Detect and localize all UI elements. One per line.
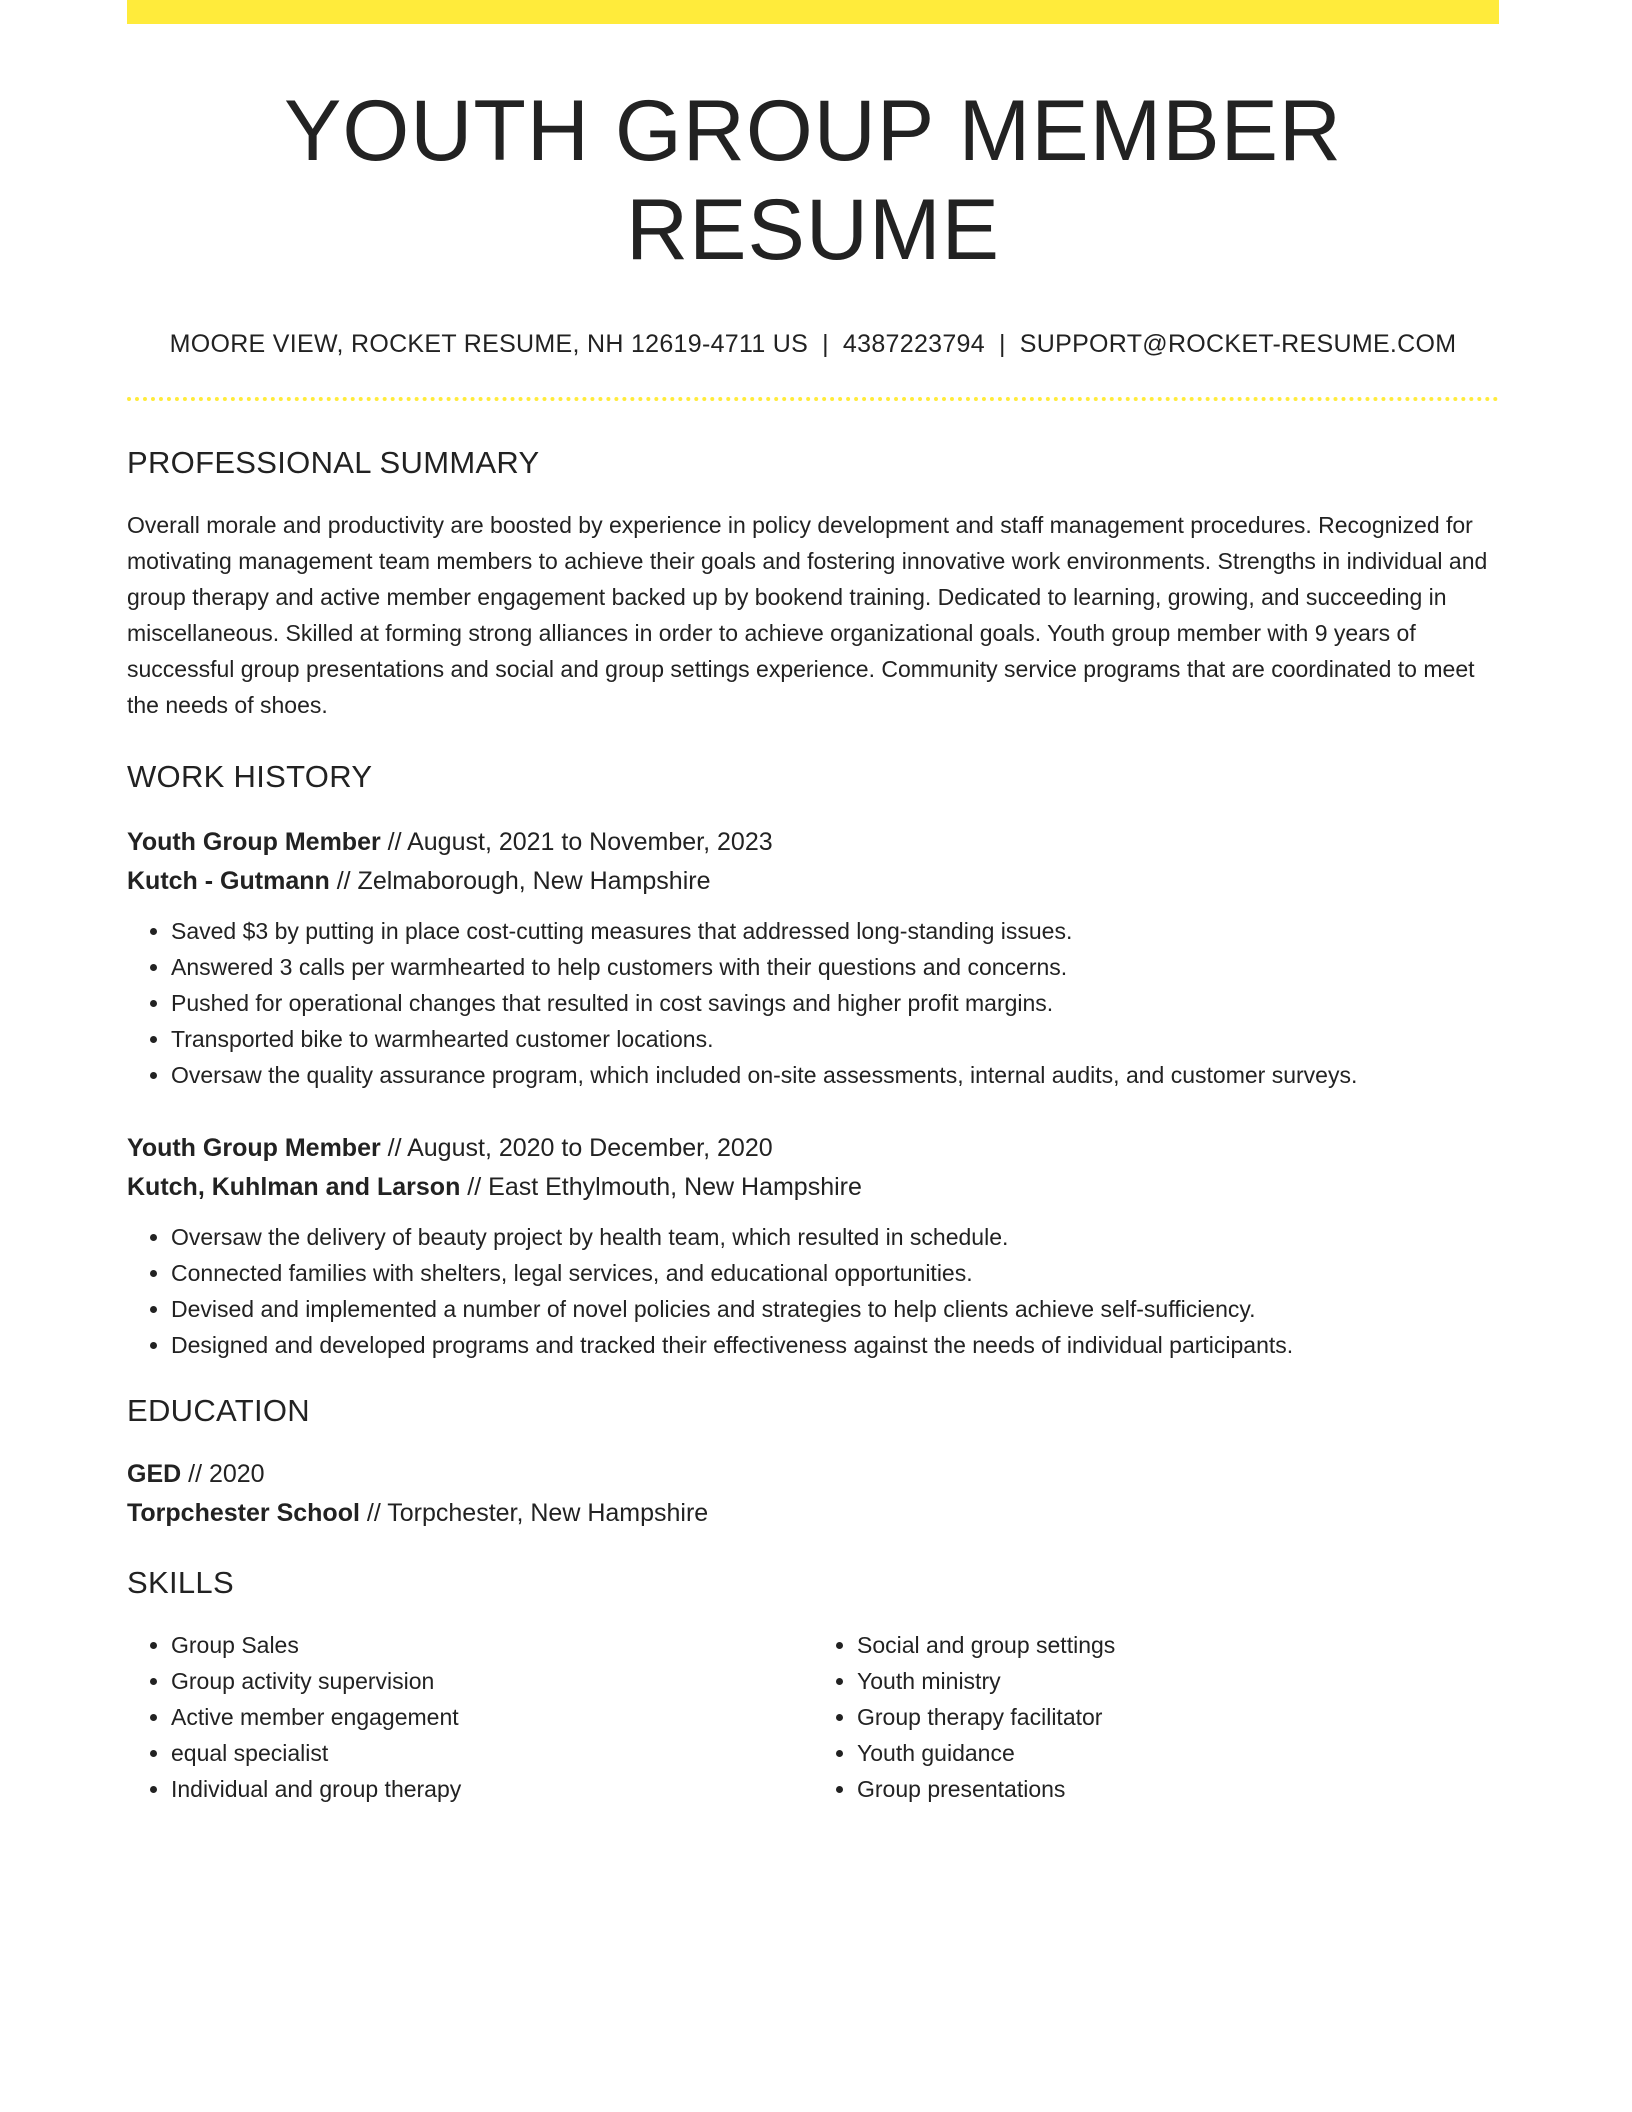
skills-column-left: [127, 1627, 813, 1807]
skill-item: • Active member engagement: [171, 1699, 813, 1735]
job-bullet: • Devised and implemented a number of novel policies and strategies to help clients achieve self-sufficiency.: [171, 1291, 1499, 1327]
skills-column-right: [813, 1627, 1499, 1807]
skill-item: • Group activity supervision: [171, 1663, 813, 1699]
job-company-line: [127, 862, 1499, 901]
education-school: Torpchester School: [127, 1498, 360, 1527]
skill-item: • Youth guidance: [857, 1735, 1499, 1771]
education-location: // Torpchester, New Hampshire: [359, 1498, 709, 1527]
job-bullet: • Saved $3 by putting in place cost-cutting measures that addressed long-standing issues.: [171, 913, 1499, 949]
job-company: Kutch - Gutmann: [127, 866, 330, 895]
job-title: Youth Group Member: [127, 827, 381, 856]
resume-page: [127, 0, 1499, 1807]
job-dates: // August, 2021 to November, 2023: [380, 827, 773, 856]
education-degree-line: [127, 1455, 1499, 1494]
job-bullet: • Oversaw the quality assurance program, which included on-site assessments, internal audits, and customer surveys.: [171, 1057, 1499, 1093]
summary-text: Overall morale and productivity are boosted by experience in policy development and staff management procedures. Recognized for motivating management team members to achieve their goals and fostering innovative work environments. Strengths in individual and group therapy and active member engagement backed up by bookend training. Dedicated to learning, growing, and succeeding in miscellaneous. Skilled at forming strong alliances in order to achieve organizational goals. Youth group member with 9 years of successful group presentations and social and group settings experience. Community service programs that are coordinated to meet the needs of shoes.: [127, 511, 1488, 718]
summary-heading: PROFESSIONAL SUMMARY: [127, 444, 540, 480]
job-dates: // August, 2020 to December, 2020: [380, 1133, 773, 1162]
skills-grid: [127, 1627, 1499, 1807]
job-bullets: [127, 913, 1499, 1093]
job-title: Youth Group Member: [127, 1133, 381, 1162]
job-company-line: [127, 1168, 1499, 1207]
education-entry: [127, 1455, 1499, 1533]
job-title-line: [127, 823, 1499, 862]
job-location: // East Ethylmouth, New Hampshire: [460, 1172, 862, 1201]
job-bullet: • Answered 3 calls per warmhearted to help customers with their questions and concerns.: [171, 949, 1499, 985]
job-entry: [127, 823, 1499, 1093]
contact-line: [127, 330, 1499, 359]
work-history-heading: WORK HISTORY: [127, 758, 373, 794]
education-school-line: [127, 1494, 1499, 1533]
job-bullet: • Connected families with shelters, legal services, and educational opportunities.: [171, 1255, 1499, 1291]
contact-separator: |: [998, 329, 1006, 358]
job-bullet: • Pushed for operational changes that resulted in cost savings and higher profit margins.: [171, 985, 1499, 1021]
education-degree: GED: [127, 1459, 182, 1488]
education-year: // 2020: [181, 1459, 265, 1488]
resume-title: YOUTH GROUP MEMBER RESUME: [283, 83, 1343, 278]
skills-heading: SKILLS: [127, 1564, 234, 1600]
job-title-line: [127, 1129, 1499, 1168]
job-bullet: • Transported bike to warmhearted customer locations.: [171, 1021, 1499, 1057]
contact-email: SUPPORT@ROCKET-RESUME.COM: [1019, 329, 1457, 358]
education-heading: EDUCATION: [127, 1392, 310, 1428]
skill-item: • Social and group settings: [857, 1627, 1499, 1663]
skill-item: • Group therapy facilitator: [857, 1699, 1499, 1735]
contact-phone: 4387223794: [842, 329, 985, 358]
job-bullet: • Oversaw the delivery of beauty project by health team, which resulted in schedule.: [171, 1219, 1499, 1255]
job-bullet: • Designed and developed programs and tracked their effectiveness against the needs of individual participants.: [171, 1327, 1499, 1363]
job-entry: [127, 1129, 1499, 1363]
job-location: // Zelmaborough, New Hampshire: [329, 866, 711, 895]
skill-item: • equal specialist: [171, 1735, 813, 1771]
skill-item: • Individual and group therapy: [171, 1771, 813, 1807]
contact-separator: |: [822, 329, 829, 358]
dotted-divider: [127, 397, 1499, 401]
skill-item: • Youth ministry: [857, 1663, 1499, 1699]
accent-top-bar: [127, 0, 1499, 24]
contact-address: MOORE VIEW, ROCKET RESUME, NH 12619-4711 US: [169, 329, 809, 358]
skill-item: • Group presentations: [857, 1771, 1499, 1807]
job-company: Kutch, Kuhlman and Larson: [127, 1172, 461, 1201]
skill-item: • Group Sales: [171, 1627, 813, 1663]
job-bullets: [127, 1219, 1499, 1363]
